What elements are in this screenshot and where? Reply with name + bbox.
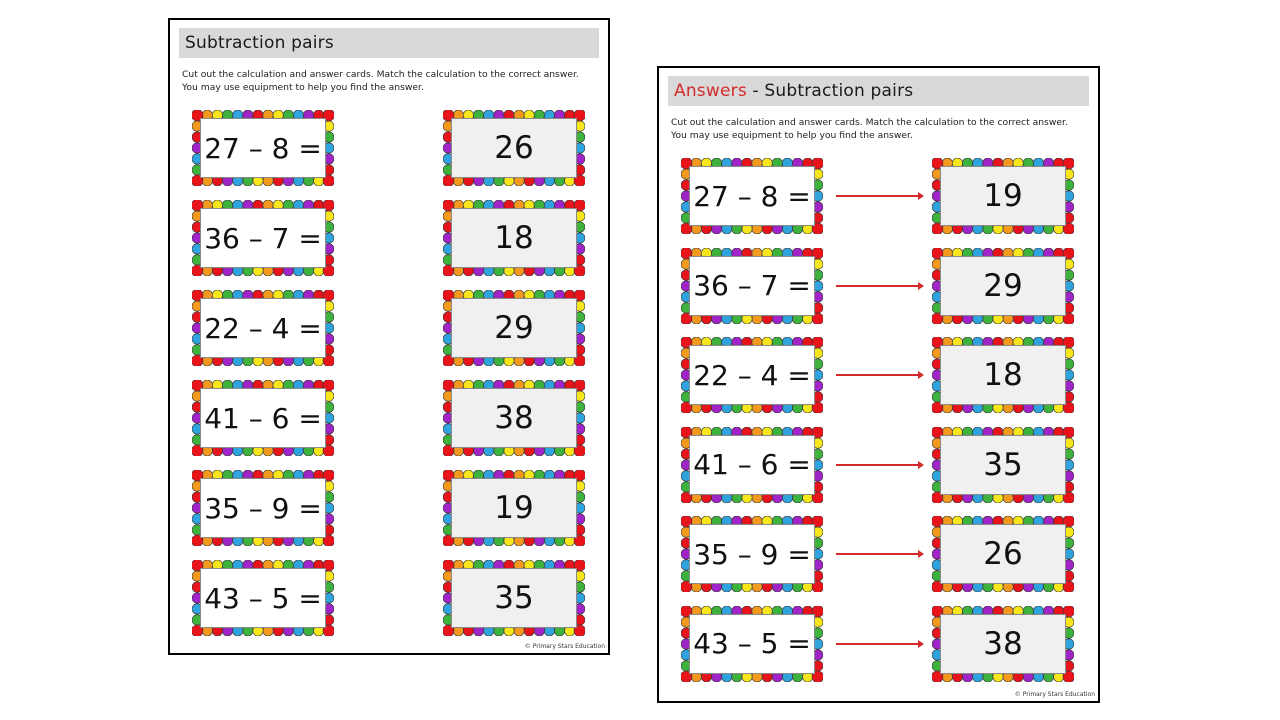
instruction-line-2: You may use equipment to help you find the answer. <box>671 130 913 141</box>
instruction-line-2: You may use equipment to help you find the answer. <box>182 82 424 93</box>
answer-card-text: 19 <box>940 166 1066 226</box>
calculation-card-text: 22 – 4 = <box>200 298 326 358</box>
answer-card-text: 26 <box>940 524 1066 584</box>
answers-label: Answers <box>674 81 747 101</box>
calculation-card <box>192 200 334 276</box>
copyright-footer: © Primary Stars Education <box>1014 691 1095 698</box>
copyright-footer: © Primary Stars Education <box>524 643 605 650</box>
calculation-card <box>192 470 334 546</box>
answer-card-text: 38 <box>451 388 577 448</box>
calculation-card <box>192 110 334 186</box>
match-arrow-icon <box>836 553 922 555</box>
calculation-card-text: 43 – 5 = <box>200 568 326 628</box>
answer-card <box>443 110 585 186</box>
calculation-card <box>192 290 334 366</box>
worksheet-title: Subtraction pairs <box>185 33 334 53</box>
answer-card <box>443 560 585 636</box>
answer-card-text: 19 <box>451 478 577 538</box>
calculation-card-text: 41 – 6 = <box>689 435 815 495</box>
calculation-card-text: 35 – 9 = <box>200 478 326 538</box>
answer-sheet-page <box>657 66 1100 703</box>
worksheet-instructions <box>182 68 598 94</box>
answer-card <box>443 470 585 546</box>
calculation-card <box>681 337 823 413</box>
instruction-line-1: Cut out the calculation and answer cards. Match the calculation to the correct answer. <box>182 69 579 80</box>
answer-card <box>932 427 1074 503</box>
match-arrow-icon <box>836 643 922 645</box>
calculation-card-text: 36 – 7 = <box>689 256 815 316</box>
calculation-card-text: 27 – 8 = <box>689 166 815 226</box>
calculation-card <box>192 560 334 636</box>
calculation-card <box>681 427 823 503</box>
calculation-card <box>681 606 823 682</box>
answer-card-text: 18 <box>940 345 1066 405</box>
answer-sheet-instructions <box>671 116 1088 142</box>
answer-sheet-title: - Subtraction pairs <box>746 81 914 101</box>
calculation-card-text: 22 – 4 = <box>689 345 815 405</box>
calculation-card-text: 43 – 5 = <box>689 614 815 674</box>
calculation-card <box>681 516 823 592</box>
calculation-card <box>192 380 334 456</box>
answer-card-text: 35 <box>940 435 1066 495</box>
answer-card <box>932 606 1074 682</box>
worksheet-title-bar <box>179 28 599 58</box>
calculation-card-text: 27 – 8 = <box>200 118 326 178</box>
answer-sheet-title-bar <box>668 76 1089 106</box>
match-arrow-icon <box>836 195 922 197</box>
answer-card-text: 29 <box>451 298 577 358</box>
answer-card-text: 29 <box>940 256 1066 316</box>
answer-card-text: 38 <box>940 614 1066 674</box>
match-arrow-icon <box>836 464 922 466</box>
calculation-card-text: 35 – 9 = <box>689 524 815 584</box>
calculation-card <box>681 248 823 324</box>
answer-card <box>932 516 1074 592</box>
answer-card-text: 35 <box>451 568 577 628</box>
answer-card <box>932 158 1074 234</box>
answer-card-text: 26 <box>451 118 577 178</box>
match-arrow-icon <box>836 374 922 376</box>
answer-card <box>932 337 1074 413</box>
answer-card-text: 18 <box>451 208 577 268</box>
answer-card <box>443 200 585 276</box>
match-arrow-icon <box>836 285 922 287</box>
instruction-line-1: Cut out the calculation and answer cards. Match the calculation to the correct answer. <box>671 117 1068 128</box>
calculation-card-text: 41 – 6 = <box>200 388 326 448</box>
worksheet-page <box>168 18 610 655</box>
calculation-card <box>681 158 823 234</box>
answer-card <box>932 248 1074 324</box>
answer-card <box>443 290 585 366</box>
answer-card <box>443 380 585 456</box>
calculation-card-text: 36 – 7 = <box>200 208 326 268</box>
